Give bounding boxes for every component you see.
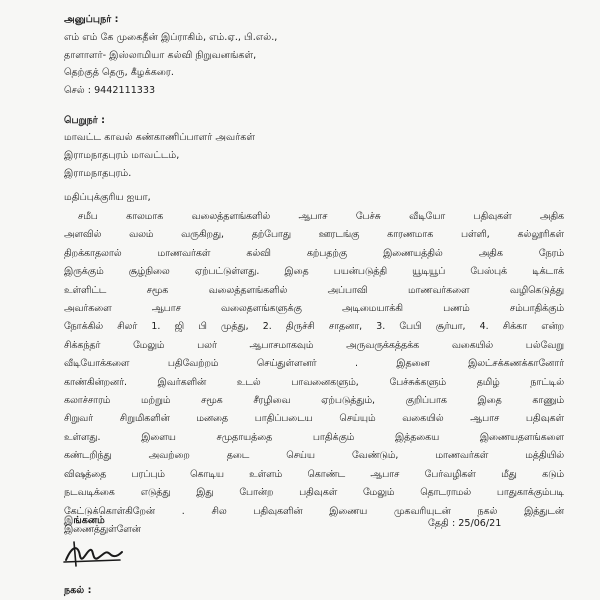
sender-street: தெற்குத் தெரு, கீழக்கரை.	[64, 67, 174, 78]
copy-label: நகல் :	[64, 585, 92, 596]
recipient-heading: பெறுநர் :	[64, 115, 105, 126]
body-line: கண்டறிந்து அவற்றை தடை செய்ய வேண்டும், மாணவர்கள் மத்தியில்	[64, 450, 564, 462]
body-line: அவர்களை ஆபாச வலைதளங்களுக்கு அடிமையாக்கி பணம் சம்பாதிக்கும்	[64, 303, 564, 315]
body-line: சிக்கந்தர் மேலும் பலர் ஆபாசமாகவும் அருவருக்கத்தக்க வகையில் பல்வேறு	[64, 339, 564, 351]
recipient-city: இராமநாதபுரம்.	[64, 168, 132, 179]
body-line: சிறுவர் சிறுமிகளின் மனதை பாதிப்படைய செய்யும் வகையில் ஆபாச பதிவுகள்	[64, 413, 564, 425]
signature-icon	[60, 532, 130, 572]
body-line: உள்ளிட்ட சமூக வலைத்தளங்களில் அப்பாவி மாணவர்களை வழிகெடுத்து	[64, 284, 564, 296]
body-line: கேட்டுக்கொள்கிறேன் . சில பதிவுகளின் இணைய முகவரியுடன் நகல் இத்துடன்	[64, 505, 564, 517]
body-line: வீடியோக்களை பதிவேற்றம் செய்துள்ளனர் . இதனை இலட்சக்கணக்கானோர்	[64, 358, 564, 370]
body-line: அளவில் வலம் வருகிறது, தற்போது ஊரடங்கு காரணமாக பள்ளி, கல்லூரிகள்	[64, 229, 564, 241]
body-line: கலாச்சாரம் மற்றும் சமூக சீரழிவை ஏற்படுத்தும், குறிப்பாக இதை காணும்	[64, 395, 564, 407]
salutation: மதிப்புக்குரிய ஐயா,	[64, 192, 151, 203]
recipient-district: இராமநாதபுரம் மாவட்டம்,	[64, 150, 180, 161]
body-line: நடவடிக்கை எடுத்து இது போன்ற பதிவுகள் மேலும் தொடராமல் பாதுகாக்கும்படி	[64, 487, 564, 499]
closing: இங்கனம்	[64, 515, 105, 526]
body-line: சமீப காலமாக வலைத்தளங்களில் ஆபாச பேச்சு வீடியோ பதிவுகள் அதிக	[78, 211, 564, 222]
body-line: காண்கின்றனர். இவர்களின் உடல் பாவனைகளும், பேச்சுக்களும் தமிழ் நாட்டில்	[64, 376, 564, 388]
body-line: இணைத்துள்ளேன்	[64, 523, 141, 535]
sender-heading: அனுப்புநர் :	[64, 14, 119, 25]
recipient-name: மாவட்ட காவல் கண்காணிப்பாளர் அவர்கள்	[64, 132, 255, 143]
sender-phone: செல் : 9442111333	[64, 85, 156, 96]
sender-name: எம் எம் கே முகைதீன் இப்ராகிம், எம்.ஏ., பி.எல்.,	[64, 32, 278, 43]
sender-title: தாளாளர்- இஸ்லாமியா கல்வி நிறுவனங்கள்,	[64, 50, 257, 61]
letter-body	[64, 208, 564, 539]
body-line: இருக்கும் சூழ்நிலை ஏற்பட்டுள்ளது. இதை பயன்படுத்தி யூடியூப் பேஸ்புக் டிக்டாக்	[64, 266, 564, 278]
body-line: உள்ளது. இளைய சமுதாயத்தை பாதிக்கும் இத்தகைய இணையதளங்களை	[64, 431, 564, 443]
body-line: திறக்காதலால் மாணவர்கள் கல்வி கற்பதற்கு இணையத்தில் அதிக நேரம்	[64, 247, 564, 259]
body-line: நோக்கில் சிலர் 1. ஜி பி முத்து, 2. திருச்சி சாதனா, 3. பேபி சூர்யா, 4. சிக்கா என்ற	[64, 321, 564, 333]
letter-date: தேதி : 25/06/21	[428, 518, 502, 529]
body-line: விஷத்தை பரப்பும் கொடிய உள்ளம் கொண்ட ஆபாச பேர்வழிகள் மீது கடும்	[64, 468, 564, 480]
